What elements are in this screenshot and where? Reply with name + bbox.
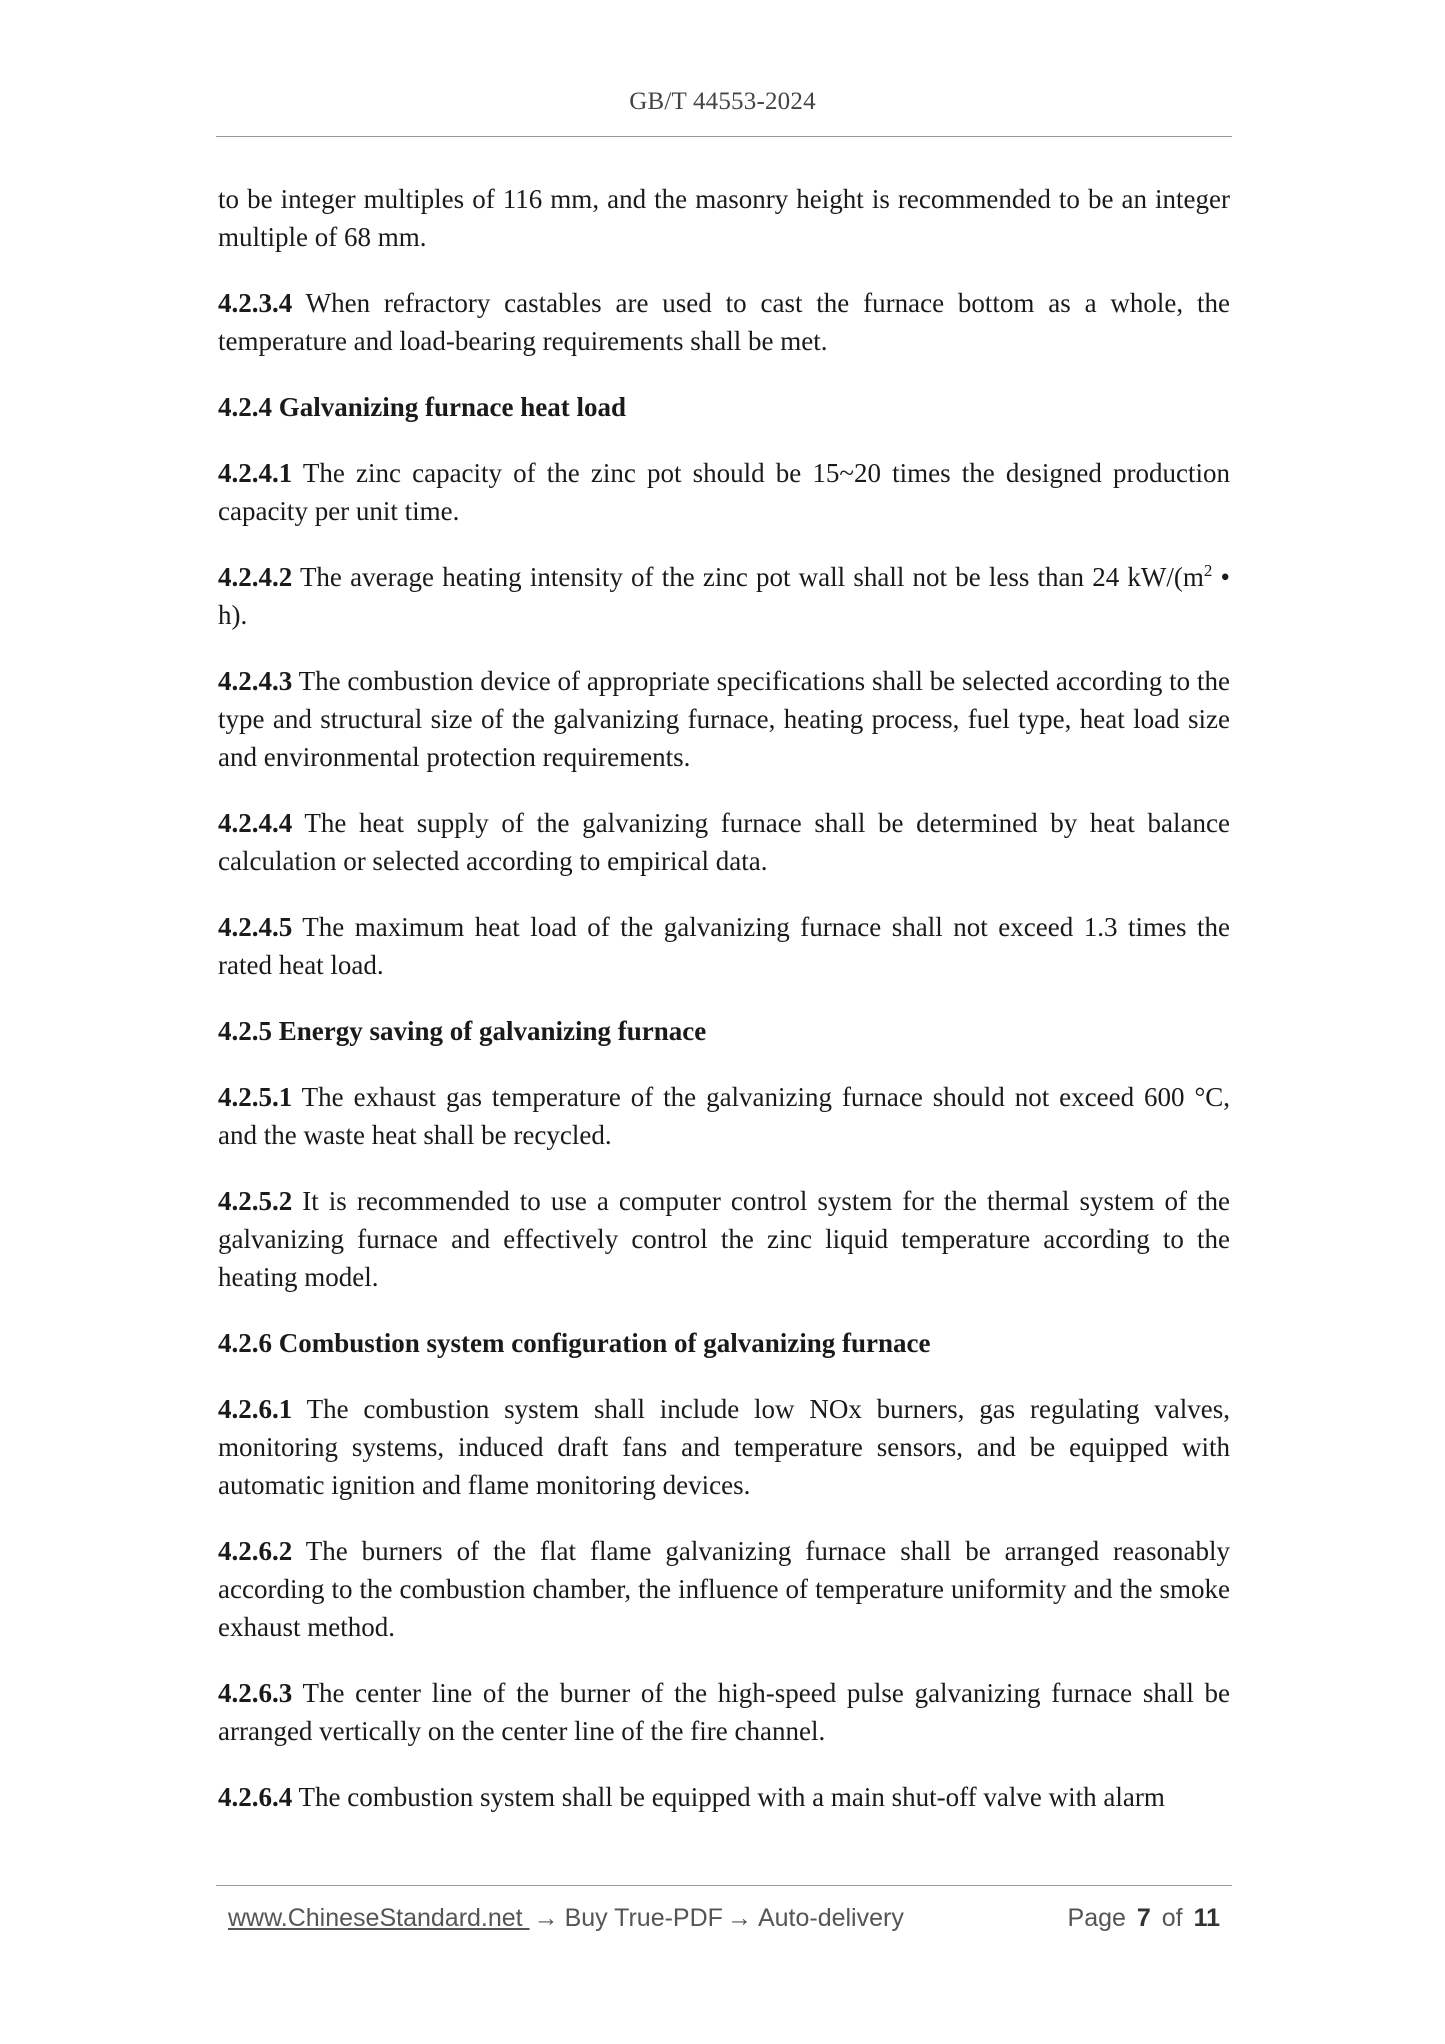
clause-number: 4.2.4.4 — [218, 808, 293, 838]
clause-4-2-4-5 — [218, 908, 1230, 984]
chinese-standard-link[interactable]: www.ChineseStandard.net — [228, 1904, 530, 1932]
clause-text: It is recommended to use a computer control system for the thermal system of the galvanizing furnace and effectively control the zinc liquid temperature according to the heating model. — [218, 1186, 1230, 1292]
clause-4-2-5-1 — [218, 1078, 1230, 1154]
clause-4-2-4-3 — [218, 662, 1230, 776]
buy-pdf-text: Buy True-PDF — [564, 1904, 723, 1932]
clause-4-2-3-4 — [218, 284, 1230, 360]
page-number: 7 — [1136, 1904, 1151, 1932]
paragraph — [218, 180, 1230, 256]
clause-4-2-6-1 — [218, 1390, 1230, 1504]
clause-text: The average heating intensity of the zinc pot wall shall not be less than 24 kW/(m — [292, 562, 1204, 592]
footer-divider — [216, 1885, 1232, 1886]
page-total: 11 — [1193, 1904, 1220, 1932]
clause-4-2-4-1 — [218, 454, 1230, 530]
clause-4-2-6-4 — [218, 1778, 1230, 1816]
superscript: 2 — [1203, 561, 1213, 580]
clause-text: When refractory castables are used to cast the furnace bottom as a whole, the temperature and load-bearing requirements shall be met. — [218, 288, 1230, 356]
clause-text: The heat supply of the galvanizing furnace shall be determined by heat balance calculation or selected according to empirical data. — [218, 808, 1230, 876]
clause-number: 4.2.5.2 — [218, 1186, 293, 1216]
clause-number: 4.2.4.1 — [218, 458, 293, 488]
clause-number: 4.2.6.4 — [218, 1782, 293, 1812]
section-heading-4-2-4: 4.2.4 Galvanizing furnace heat load — [218, 392, 627, 422]
clause-4-2-4-4 — [218, 804, 1230, 880]
clause-number: 4.2.4.2 — [218, 562, 293, 592]
arrow-right-icon: → — [726, 1904, 752, 1932]
clause-number: 4.2.6.3 — [218, 1678, 293, 1708]
clause-number: 4.2.4.5 — [218, 912, 293, 942]
clause-text: The exhaust gas temperature of the galvanizing furnace should not exceed 600 °C, and the waste heat shall be recycled. — [218, 1082, 1230, 1150]
auto-delivery-text: Auto-delivery — [757, 1904, 904, 1932]
page-indicator — [1068, 1904, 1224, 1933]
clause-text: The zinc capacity of the zinc pot should be 15~20 times the designed production capacity per unit time. — [218, 458, 1230, 526]
page-footer — [228, 1904, 1224, 1940]
section-heading-4-2-6: 4.2.6 Combustion system configuration of galvanizing furnace — [218, 1328, 931, 1358]
document-body — [218, 180, 1230, 1844]
clause-text: The combustion device of appropriate specifications shall be selected according to the type and structural size of the galvanizing furnace, heating process, fuel type, heat load size and environmental protection requirements. — [218, 666, 1230, 772]
clause-4-2-4-2 — [218, 558, 1230, 634]
clause-4-2-5-2 — [218, 1182, 1230, 1296]
clause-4-2-6-3 — [218, 1674, 1230, 1750]
clause-text: The burners of the flat flame galvanizing furnace shall be arranged reasonably according to the combustion chamber, the influence of temperature uniformity and the smoke exhaust method. — [218, 1536, 1230, 1642]
clause-4-2-6-2 — [218, 1532, 1230, 1646]
arrow-right-icon: → — [533, 1904, 559, 1932]
paragraph-text: to be integer multiples of 116 mm, and the masonry height is recommended to be an integer multiple of 68 mm. — [218, 184, 1230, 252]
of-label: of — [1161, 1904, 1183, 1932]
footer-promo — [228, 1904, 904, 1933]
clause-text-tail: • h). — [218, 562, 1231, 630]
page-label: Page — [1067, 1904, 1126, 1932]
clause-number: 4.2.6.1 — [218, 1394, 293, 1424]
clause-number: 4.2.4.3 — [218, 666, 293, 696]
clause-number: 4.2.6.2 — [218, 1536, 293, 1566]
header-divider — [216, 136, 1232, 137]
clause-text: The combustion system shall be equipped with a main shut-off valve with alarm — [292, 1782, 1165, 1812]
clause-number: 4.2.5.1 — [218, 1082, 293, 1112]
clause-number: 4.2.3.4 — [218, 288, 293, 318]
clause-text: The center line of the burner of the high-speed pulse galvanizing furnace shall be arranged vertically on the center line of the fire channel. — [218, 1678, 1230, 1746]
page-header-title: GB/T 44553-2024 — [629, 88, 816, 115]
section-heading-4-2-5: 4.2.5 Energy saving of galvanizing furnace — [218, 1016, 707, 1046]
clause-text: The combustion system shall include low NOx burners, gas regulating valves, monitoring systems, induced draft fans and temperature sensors, and be equipped with automatic ignition and flame monitoring devices. — [218, 1394, 1230, 1500]
clause-text: The maximum heat load of the galvanizing furnace shall not exceed 1.3 times the rated heat load. — [218, 912, 1230, 980]
